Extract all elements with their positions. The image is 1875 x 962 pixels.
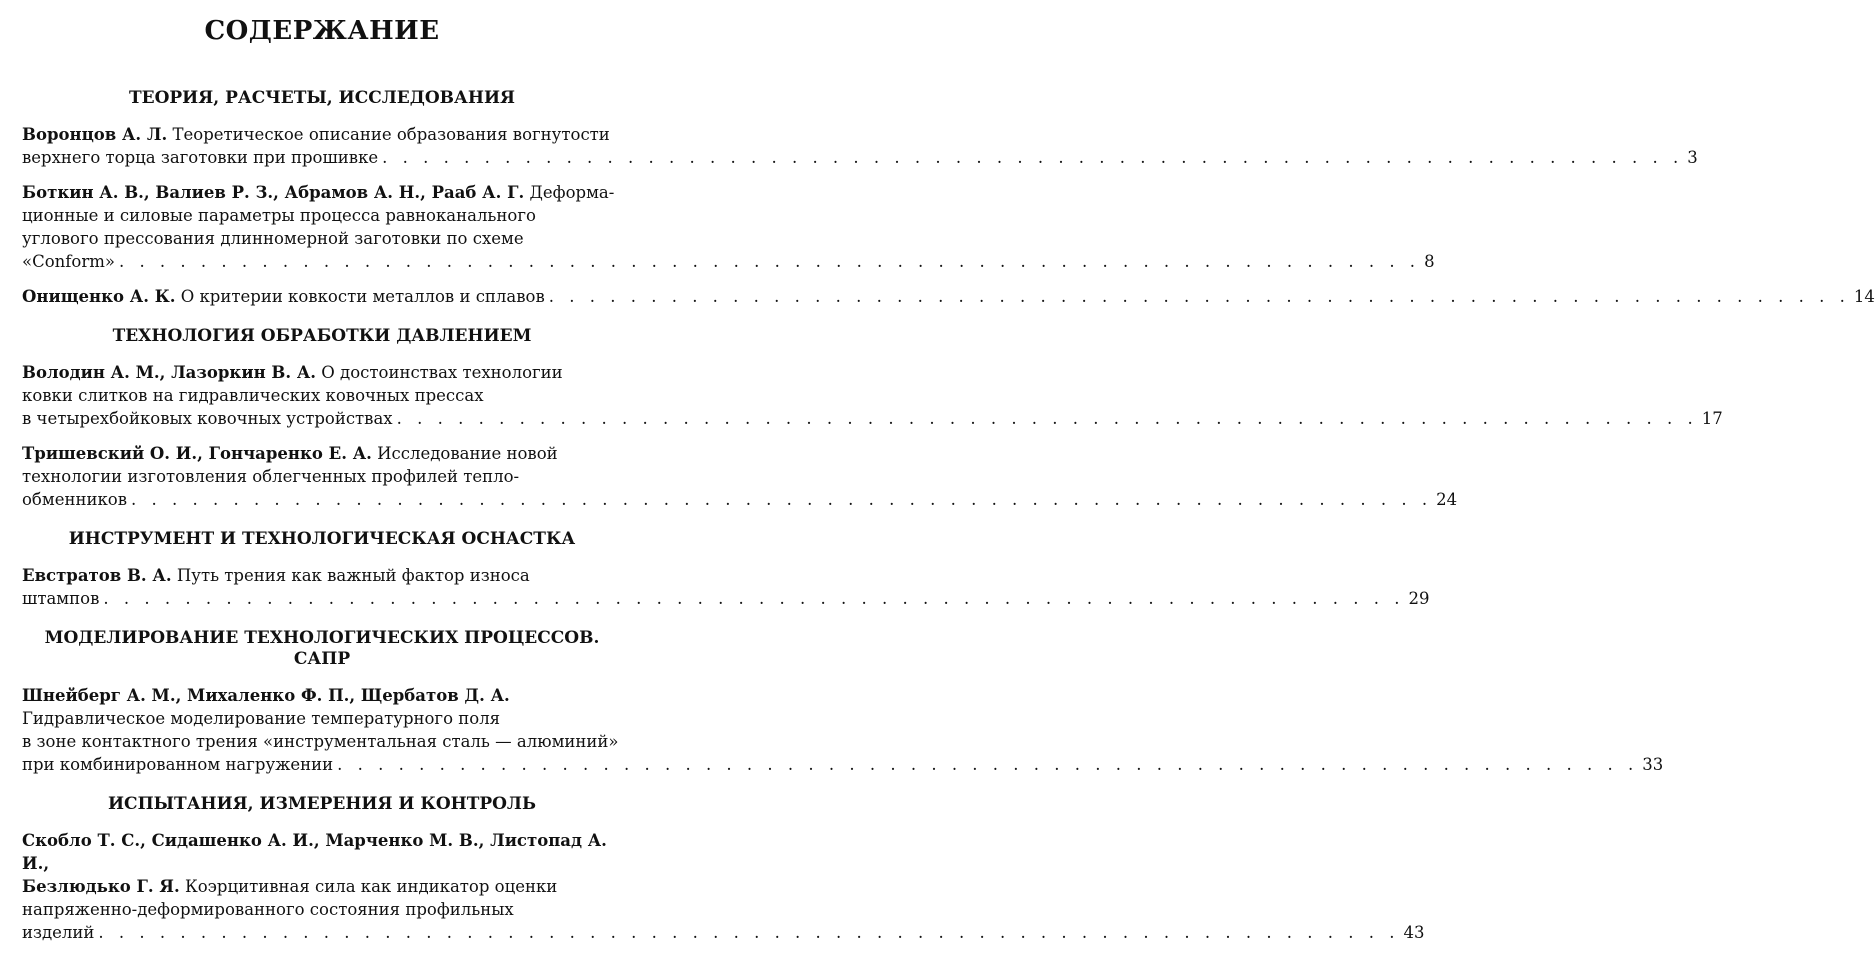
section-heading-text: ТЕОРИЯ, РАСЧЕТЫ, ИССЛЕДОВАНИЯ — [128, 88, 515, 108]
toc-entry[interactable] — [22, 361, 1723, 430]
page-number: 43 — [1403, 923, 1425, 942]
section-tooling — [22, 529, 1430, 610]
section-heading — [22, 326, 622, 347]
entry-title-end: верхнего торца заготовки при прошивке — [22, 148, 379, 167]
toc-entry[interactable] — [22, 181, 1435, 273]
page-number: 14 — [1853, 287, 1875, 306]
leader-dots: . . . . . . . . . . . . . . . . . . . . . . . . . . . . . . . . . . . . . . . . . . . . . . . . . . . . . . . . . . . . . . . . — [98, 923, 1400, 942]
section-theory — [22, 88, 1875, 308]
section-testing — [22, 794, 1425, 944]
section-heading-text: ТЕХНОЛОГИЯ ОБРАБОТКИ ДАВЛЕНИЕМ — [112, 326, 532, 346]
section-heading-text: ИНСТРУМЕНТ И ТЕХНОЛОГИЧЕСКАЯ ОСНАСТКА — [68, 529, 576, 549]
entry-title-end: штампов — [22, 589, 100, 608]
page-title: СОДЕРЖАНИЕ — [204, 16, 440, 46]
entry-title-line: углового прессования длинномерной заготовки по схеме — [22, 229, 524, 248]
entry-last-line — [22, 285, 1875, 308]
leader-dots: . . . . . . . . . . . . . . . . . . . . . . . . . . . . . . . . . . . . . . . . . . . . . . . . . . . . . . . . . . . . . . . . — [396, 409, 1698, 428]
entry-authors: Скобло Т. С., Сидашенко А. И., Марченко М. В., Листопад А. И., — [22, 831, 607, 873]
entry-title-line: Гидравлическое моделирование температурного поля — [22, 709, 501, 728]
entry-last-line — [22, 407, 1723, 430]
entry-title-line: в зоне контактного трения «инструментальная сталь — алюминий» — [22, 732, 619, 751]
entry-last-line — [22, 146, 1698, 169]
toc-entry[interactable] — [22, 285, 1875, 308]
section-heading — [22, 628, 622, 670]
entry-first-line — [22, 123, 622, 146]
leader-dots: . . . . . . . . . . . . . . . . . . . . . . . . . . . . . . . . . . . . . . . . . . . . . . . . . . . . . . . . . . . . . . . . — [118, 252, 1421, 271]
entry-title-line: ционные и силовые параметры процесса равноканального — [22, 206, 536, 225]
entry-title-part: О достоинствах технологии — [316, 363, 563, 382]
section-heading-text: САПР — [293, 649, 351, 669]
section-modeling — [22, 628, 1664, 776]
entry-first-line — [22, 829, 622, 875]
leader-dots: . . . . . . . . . . . . . . . . . . . . . . . . . . . . . . . . . . . . . . . . . . . . . . . . . . . . . . . . . . . . . . . . — [337, 755, 1639, 774]
leader-dots: . . . . . . . . . . . . . . . . . . . . . . . . . . . . . . . . . . . . . . . . . . . . . . . . . . . . . . . . . . . . . . . . — [131, 490, 1433, 509]
section-heading — [22, 794, 622, 815]
section-heading — [22, 88, 622, 109]
entry-authors: Воронцов А. Л. — [22, 125, 168, 144]
leader-dots: . . . . . . . . . . . . . . . . . . . . . . . . . . . . . . . . . . . . . . . . . . . . . . . . . . . . . . . . . . . . . . . . — [548, 287, 1850, 306]
entry-single-line — [22, 285, 545, 308]
toc-entry[interactable] — [22, 123, 1698, 169]
entry-authors: Евстратов В. А. — [22, 566, 172, 585]
section-heading-text: МОДЕЛИРОВАНИЕ ТЕХНОЛОГИЧЕСКИХ ПРОЦЕССОВ. — [44, 628, 600, 648]
entry-authors: Онищенко А. К. — [22, 287, 176, 306]
entry-title-end: при комбинированном нагружении — [22, 755, 334, 774]
entry-last-line — [22, 921, 1425, 944]
entry-authors: Боткин А. В., Валиев Р. З., Абрамов А. Н., Рааб А. Г. — [22, 183, 525, 202]
leader-dots: . . . . . . . . . . . . . . . . . . . . . . . . . . . . . . . . . . . . . . . . . . . . . . . . . . . . . . . . . . . . . . . . — [103, 589, 1405, 608]
entry-title-line: напряженно-деформированного состояния профильных — [22, 900, 514, 919]
toc-entry[interactable] — [22, 829, 1425, 944]
page-number: 29 — [1408, 589, 1430, 608]
toc-entry[interactable] — [22, 564, 1430, 610]
entry-title-end: О критерии ковкости металлов и сплавов — [180, 287, 545, 306]
entry-last-line — [22, 250, 1435, 273]
entry-title-line: ковки слитков на гидравлических ковочных прессах — [22, 386, 484, 405]
entry-title-end: в четырехбойковых ковочных устройствах — [22, 409, 393, 428]
toc-entry[interactable] — [22, 442, 1458, 511]
page-number: 33 — [1642, 755, 1664, 774]
entry-authors: Безлюдько Г. Я. — [22, 877, 180, 896]
page-number: 3 — [1687, 148, 1698, 167]
toc-entry[interactable] — [22, 684, 1664, 776]
section-technology — [22, 326, 1723, 511]
section-heading — [22, 529, 622, 550]
entry-first-line — [22, 181, 622, 204]
entry-title-part: Исследование новой — [371, 444, 558, 463]
entry-first-line — [22, 361, 622, 384]
entry-last-line — [22, 488, 1458, 511]
entry-authors: Тришевский О. И., Гончаренко Е. А. — [22, 444, 372, 463]
entry-authors: Володин А. М., Лазоркин В. А. — [22, 363, 317, 382]
entry-first-line — [22, 564, 622, 587]
entry-last-line — [22, 587, 1430, 610]
entry-title-part: Путь трения как важный фактор износа — [171, 566, 530, 585]
page-number: 24 — [1436, 490, 1458, 509]
entry-title-line: технологии изготовления облегченных профилей тепло- — [22, 467, 520, 486]
entry-first-line — [22, 442, 622, 465]
leader-dots: . . . . . . . . . . . . . . . . . . . . . . . . . . . . . . . . . . . . . . . . . . . . . . . . . . . . . . . . . . . . . . . . — [382, 148, 1684, 167]
page-number: 17 — [1701, 409, 1723, 428]
entry-authors: Шнейберг А. М., Михаленко Ф. П., Щербатов Д. А. — [22, 686, 510, 705]
entry-title-part: Коэрцитивная сила как индикатор оценки — [179, 877, 558, 896]
entry-title-end: «Conform» — [22, 252, 115, 271]
entry-last-line — [22, 753, 1664, 776]
entry-second-line — [22, 875, 622, 898]
section-heading-text: ИСПЫТАНИЯ, ИЗМЕРЕНИЯ И КОНТРОЛЬ — [107, 794, 536, 814]
entry-title-part: Теоретическое описание образования вогнутости — [167, 125, 610, 144]
entry-title-end: изделий — [22, 923, 95, 942]
contents-page — [22, 10, 1875, 962]
entry-title-end: обменников — [22, 490, 127, 509]
entry-title-part: Деформа- — [524, 183, 615, 202]
entry-first-line — [22, 684, 622, 707]
page-number: 8 — [1424, 252, 1435, 271]
